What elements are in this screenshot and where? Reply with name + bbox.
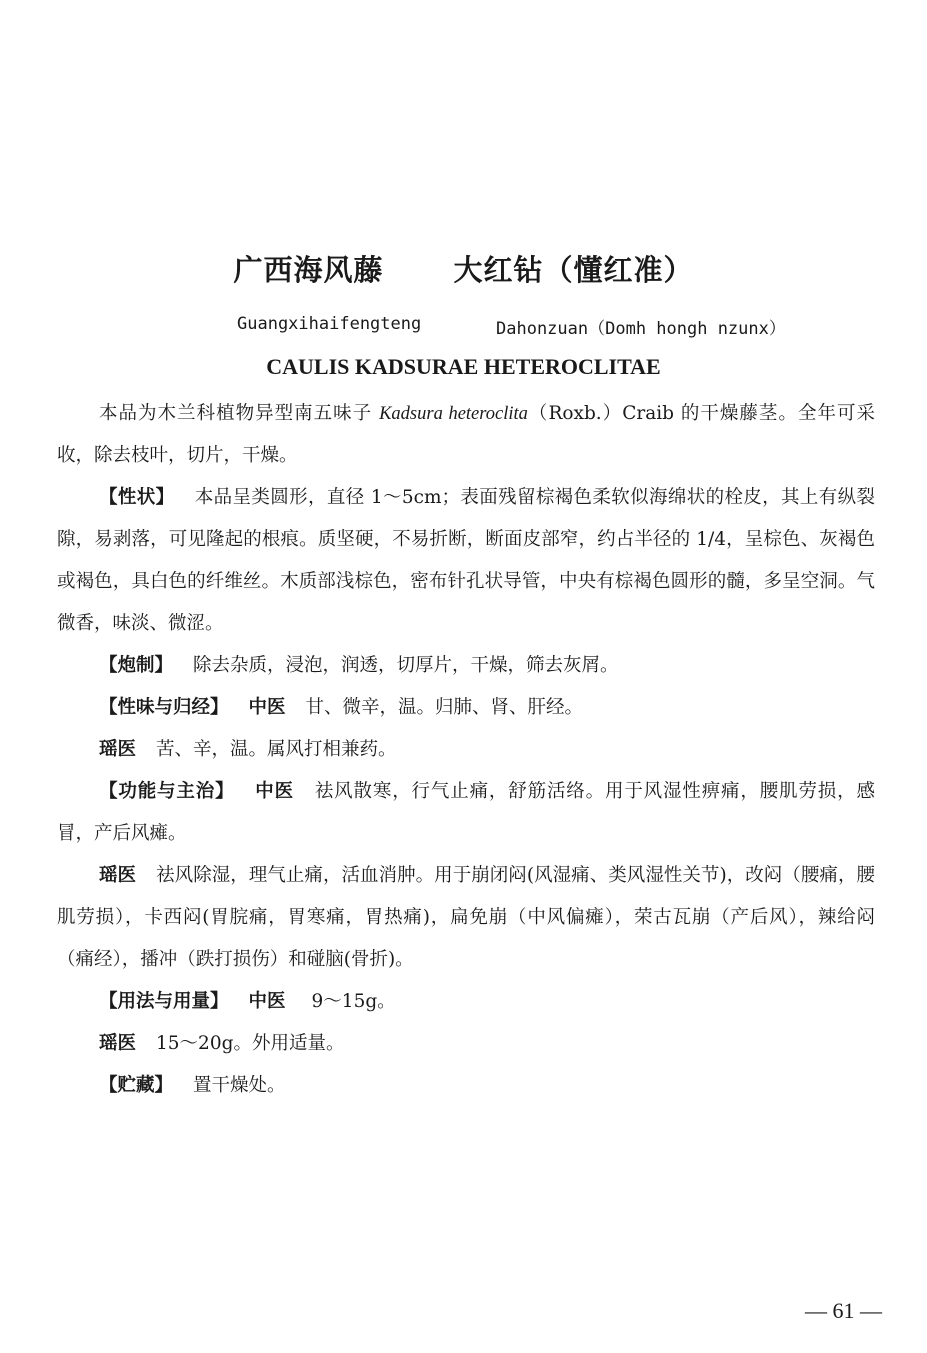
intro-text-pre: 本品为木兰科植物异型南五味子: [99, 403, 373, 424]
section-text: 苦、辛，温。属风打相兼药。: [156, 739, 397, 760]
page-title: [0, 248, 927, 289]
section-text: 除去杂质，浸泡，润透，切厚片，干燥，筛去灰屑。: [193, 655, 619, 676]
yao-label: 瑶医: [99, 1033, 137, 1054]
title-chinese-name: 广西海风藤: [233, 253, 384, 287]
pinyin-chinese-name: Guangxihaifengteng: [237, 314, 422, 334]
section-label: 【功能与主治】: [99, 781, 235, 802]
section-label: 【性味与归经】: [99, 697, 229, 718]
title-yao-name: 大红钻（懂红准）: [453, 253, 694, 287]
section-processing: [57, 645, 875, 687]
section-property-tcm: [57, 687, 875, 729]
species-name: Kadsura heteroclita: [379, 404, 528, 424]
section-text: 祛风散寒，行气止痛，舒筋活络。用于风湿性痹痛，腰肌劳损，感冒，产后风瘫。: [57, 781, 875, 844]
section-dosage-yao: [57, 1023, 875, 1065]
yao-label: 瑶医: [99, 865, 137, 886]
section-text: 甘、微辛，温。归肺、肾、肝经。: [305, 697, 584, 718]
intro-paragraph: [57, 393, 875, 477]
section-function-tcm: [57, 771, 875, 855]
section-label: 【贮藏】: [99, 1075, 174, 1096]
section-text: 置干燥处。: [193, 1075, 286, 1096]
section-characteristics: [57, 477, 875, 645]
section-dosage-tcm: [57, 981, 875, 1023]
tcm-label: 中医: [248, 991, 286, 1012]
section-property-yao: [57, 729, 875, 771]
section-text: 本品呈类圆形，直径 1～5cm；表面残留棕褐色柔软似海绵状的栓皮，其上有纵裂隙，易剥落，可见隆起的根痕。质坚硬，不易折断，断面皮部窄，约占半径的 1/4，呈棕色、灰褐色或褐色，具白色的纤维丝。木质部浅棕色，密布针孔状导管，中央有棕褐色圆形的髓，多呈空洞。气微香，味淡、微涩。: [57, 487, 875, 634]
latin-title: CAULIS KADSURAE HETEROCLITAE: [266, 354, 661, 379]
section-text: 15～20g。外用适量。: [156, 1033, 345, 1054]
pinyin-yao-name: Dahonzuan（Domh hongh nzunx）: [496, 319, 786, 339]
monograph-body: [57, 393, 875, 1107]
section-text: 9～15g。: [311, 991, 396, 1012]
section-label: 【炮制】: [99, 655, 174, 676]
section-storage: [57, 1065, 875, 1107]
intro-text-post: （Roxb.）Craib 的干燥藤茎。全年可采收，除去枝叶，切片，干燥。: [57, 403, 875, 466]
section-label: 【性状】: [99, 487, 175, 508]
section-label: 【用法与用量】: [99, 991, 229, 1012]
section-text: 祛风除湿，理气止痛，活血消肿。用于崩闭闷(风湿痛、类风湿性关节)，改闷（腰痛，腰肌劳损），卡西闷(胃脘痛，胃寒痛，胃热痛)，扁免崩（中风偏瘫），荣古瓦崩（产后风），辣给闷（痛经），播冲（跌打损伤）和碰脑(骨折)。: [57, 865, 875, 970]
tcm-label: 中医: [248, 697, 286, 718]
section-function-yao: [57, 855, 875, 981]
page-number: — 61 —: [805, 1298, 882, 1323]
yao-label: 瑶医: [99, 739, 137, 760]
tcm-label: 中医: [254, 781, 294, 802]
